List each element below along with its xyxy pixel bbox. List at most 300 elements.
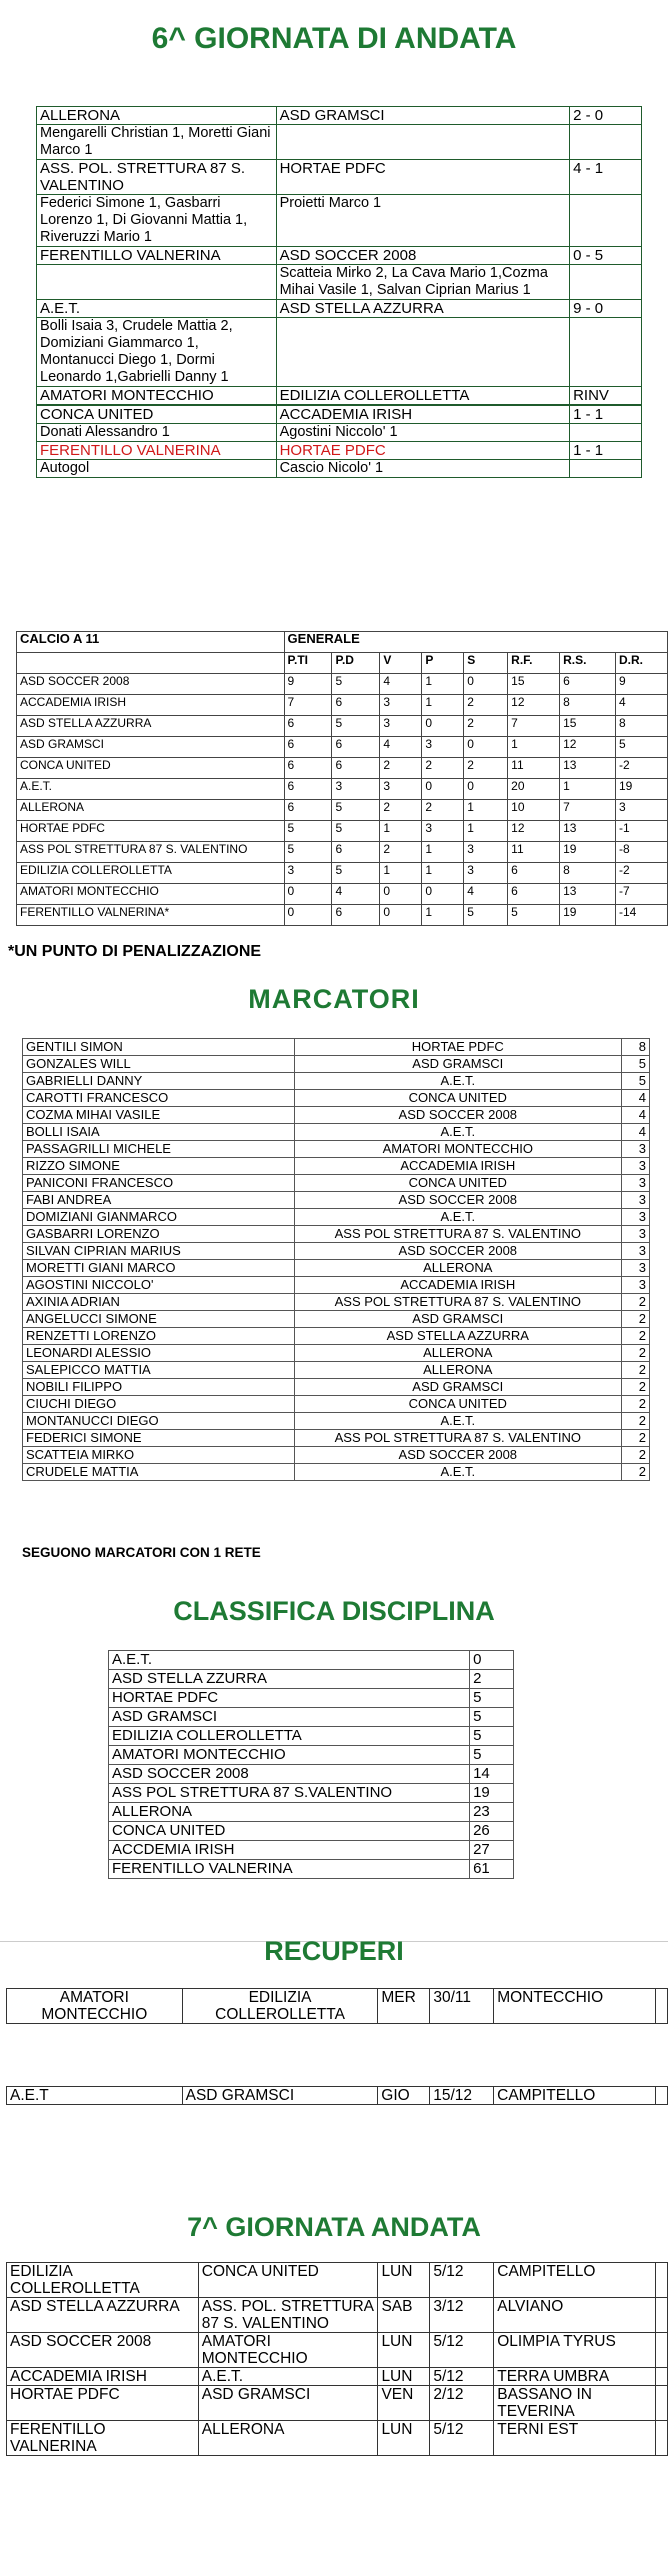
stat-value: 0 <box>422 884 464 905</box>
goals: 2 <box>622 1345 650 1362</box>
weekday: LUN <box>378 2263 430 2298</box>
stat-value: 1 <box>508 737 560 758</box>
blank-cell <box>655 2386 667 2421</box>
weekday: VEN <box>378 2386 430 2421</box>
scorer-row <box>23 1124 650 1141</box>
schedule-row <box>7 2368 668 2386</box>
away-team: ASD STELLA AZZURRA <box>276 300 569 318</box>
scorers-row <box>37 460 642 478</box>
discipline-points: 27 <box>470 1841 514 1860</box>
scorer-row <box>23 1175 650 1192</box>
stat-value: 1 <box>422 674 464 695</box>
away-scorers: Scatteia Mirko 2, La Cava Mario 1,Cozma Mihai Vasile 1, Salvan Ciprian Marius 1 <box>276 265 569 300</box>
scorer-row <box>23 1311 650 1328</box>
away-scorers: Proietti Marco 1 <box>276 195 569 247</box>
discipline-row <box>109 1746 514 1765</box>
stat-value: 8 <box>616 716 668 737</box>
team-name: HORTAE PDFC <box>17 821 285 842</box>
discipline-row <box>109 1822 514 1841</box>
goals: 3 <box>622 1226 650 1243</box>
player-team: A.E.T. <box>294 1124 621 1141</box>
penalty-note: *UN PUNTO DI PENALIZZAZIONE <box>8 943 262 960</box>
discipline-row <box>109 1765 514 1784</box>
player-team: A.E.T. <box>294 1464 621 1481</box>
scorer-row <box>23 1209 650 1226</box>
standings-header: P <box>422 653 464 674</box>
recuperi-table-1 <box>6 1988 668 2024</box>
discipline-row <box>109 1689 514 1708</box>
scorer-row <box>23 1226 650 1243</box>
scorer-row <box>23 1107 650 1124</box>
goals: 2 <box>622 1294 650 1311</box>
stat-value: 7 <box>508 716 560 737</box>
goals: 2 <box>622 1447 650 1464</box>
standings-header: D.R. <box>616 653 668 674</box>
team-name: AMATORI MONTECCHIO <box>17 884 285 905</box>
stat-value: 2 <box>464 716 508 737</box>
scorer-row <box>23 1158 650 1175</box>
stat-value: 6 <box>332 758 380 779</box>
home-team: FERENTILLO VALNERINA <box>7 2421 199 2456</box>
discipline-points: 2 <box>470 1670 514 1689</box>
stat-value: 1 <box>422 863 464 884</box>
standings-row <box>17 695 668 716</box>
player-name: GENTILI SIMON <box>23 1039 295 1056</box>
page-title: 6^ GIORNATA DI ANDATA <box>151 22 517 55</box>
stat-value: 0 <box>380 905 422 926</box>
away-team: AMATORI MONTECCHIO <box>198 2333 378 2368</box>
away-scorers: Cascio Nicolo' 1 <box>276 460 569 478</box>
stat-value: 5 <box>332 716 380 737</box>
scorer-row <box>23 1345 650 1362</box>
home-team: ASD STELLA AZZURRA <box>7 2298 199 2333</box>
discipline-points: 61 <box>470 1860 514 1879</box>
result-row <box>37 387 642 405</box>
stat-value: 6 <box>508 863 560 884</box>
player-team: ASD SOCCER 2008 <box>294 1447 621 1464</box>
venue: OLIMPIA TYRUS <box>494 2333 656 2368</box>
weekday: LUN <box>378 2421 430 2456</box>
player-team: CONCA UNITED <box>294 1396 621 1413</box>
home-team: CONCA UNITED <box>37 406 277 424</box>
player-team: AMATORI MONTECCHIO <box>294 1141 621 1158</box>
player-team: ACCADEMIA IRISH <box>294 1277 621 1294</box>
player-team: ASS POL STRETTURA 87 S. VALENTINO <box>294 1294 621 1311</box>
away-team: ALLERONA <box>198 2421 378 2456</box>
stat-value: 1 <box>380 863 422 884</box>
goals: 5 <box>622 1056 650 1073</box>
player-name: GONZALES WILL <box>23 1056 295 1073</box>
home-team: EDILIZIA COLLEROLLETTA <box>7 2263 199 2298</box>
standings-row <box>17 821 668 842</box>
stat-value: 6 <box>284 779 332 800</box>
stat-value: -2 <box>616 863 668 884</box>
discipline-row <box>109 1803 514 1822</box>
stat-value: 0 <box>422 716 464 737</box>
discipline-points: 19 <box>470 1784 514 1803</box>
stat-value: 7 <box>560 800 616 821</box>
match-score: 4 - 1 <box>570 160 642 195</box>
home-scorers: Donati Alessandro 1 <box>37 424 277 442</box>
stat-value: 2 <box>464 758 508 779</box>
player-name: PANICONI FRANCESCO <box>23 1175 295 1192</box>
stat-value: 1 <box>380 821 422 842</box>
standings-row <box>17 842 668 863</box>
player-name: RENZETTI LORENZO <box>23 1328 295 1345</box>
away-team: ASD GRAMSCI <box>182 2087 378 2105</box>
goals: 8 <box>622 1039 650 1056</box>
standings-table <box>16 631 668 926</box>
team-name: ASD STELLA ZZURRA <box>109 1670 470 1689</box>
player-team: ASS POL STRETTURA 87 S. VALENTINO <box>294 1430 621 1447</box>
venue: MONTECCHIO <box>494 1989 656 2024</box>
team-name: FERENTILLO VALNERINA* <box>17 905 285 926</box>
team-name: ASD STELLA AZZURRA <box>17 716 285 737</box>
standings-header: S <box>464 653 508 674</box>
result-row <box>37 406 642 424</box>
recuperi-table-2 <box>6 2086 668 2105</box>
date: 2/12 <box>430 2386 494 2421</box>
blank-cell <box>570 265 642 300</box>
team-name: ASS POL STRETTURA 87 S. VALENTINO <box>17 842 285 863</box>
scorers-row <box>37 318 642 387</box>
stat-value: 4 <box>464 884 508 905</box>
schedule-row <box>7 2386 668 2421</box>
stat-value: 3 <box>380 695 422 716</box>
stat-value: 4 <box>616 695 668 716</box>
weekday: LUN <box>378 2333 430 2368</box>
discipline-points: 5 <box>470 1689 514 1708</box>
team-name: EDILIZIA COLLEROLLETTA <box>17 863 285 884</box>
away-team: ASD GRAMSCI <box>276 107 569 125</box>
blank-cell <box>655 2298 667 2333</box>
stat-value: 13 <box>560 884 616 905</box>
stat-value: 5 <box>284 821 332 842</box>
date: 5/12 <box>430 2333 494 2368</box>
player-name: RIZZO SIMONE <box>23 1158 295 1175</box>
discipline-points: 5 <box>470 1727 514 1746</box>
goals: 2 <box>622 1396 650 1413</box>
standings-header-blank <box>17 653 285 674</box>
player-name: AGOSTINI NICCOLO' <box>23 1277 295 1294</box>
goals: 3 <box>622 1141 650 1158</box>
away-scorers <box>276 318 569 387</box>
match-score: 1 - 1 <box>570 406 642 424</box>
goals: 2 <box>622 1464 650 1481</box>
home-team: AMATORI MONTECCHIO <box>37 387 277 405</box>
scorer-row <box>23 1243 650 1260</box>
scorer-row <box>23 1260 650 1277</box>
stat-value: 4 <box>380 737 422 758</box>
stat-value: 19 <box>616 779 668 800</box>
stat-value: 4 <box>380 674 422 695</box>
stat-value: 2 <box>380 842 422 863</box>
result-row <box>37 107 642 125</box>
stat-value: 4 <box>332 884 380 905</box>
goals: 3 <box>622 1260 650 1277</box>
schedule-row <box>7 2298 668 2333</box>
stat-value: 6 <box>332 737 380 758</box>
player-name: CAROTTI FRANCESCO <box>23 1090 295 1107</box>
home-team: AMATORI MONTECCHIO <box>7 1989 183 2024</box>
stat-value: 6 <box>284 716 332 737</box>
result-row <box>37 442 642 460</box>
home-team: FERENTILLO VALNERINA <box>37 247 277 265</box>
home-team: A.E.T <box>7 2087 183 2105</box>
away-team: ASD GRAMSCI <box>198 2386 378 2421</box>
weekday: MER <box>378 1989 430 2024</box>
scorers-row <box>37 195 642 247</box>
home-team: ASD SOCCER 2008 <box>7 2333 199 2368</box>
blank-cell <box>570 195 642 247</box>
player-team: ASD SOCCER 2008 <box>294 1243 621 1260</box>
stat-value: 3 <box>422 821 464 842</box>
stat-value: 7 <box>284 695 332 716</box>
venue: CAMPITELLO <box>494 2263 656 2298</box>
blank-cell <box>655 2087 667 2105</box>
stat-value: 12 <box>508 821 560 842</box>
scorer-row <box>23 1362 650 1379</box>
team-name: ACCADEMIA IRISH <box>17 695 285 716</box>
weekday: LUN <box>378 2368 430 2386</box>
player-name: AXINIA ADRIAN <box>23 1294 295 1311</box>
weekday: SAB <box>378 2298 430 2333</box>
standings-header: V <box>380 653 422 674</box>
recuperi-title: RECUPERI <box>264 1936 404 1966</box>
discipline-points: 14 <box>470 1765 514 1784</box>
stat-value: 0 <box>422 779 464 800</box>
giornata7-title: 7^ GIORNATA ANDATA <box>187 2212 481 2242</box>
goals: 2 <box>622 1413 650 1430</box>
goals: 2 <box>622 1430 650 1447</box>
home-team: ASS. POL. STRETTURA 87 S. VALENTINO <box>37 160 277 195</box>
stat-value: 3 <box>616 800 668 821</box>
team-name: ALLERONA <box>17 800 285 821</box>
player-team: A.E.T. <box>294 1073 621 1090</box>
standings-row <box>17 905 668 926</box>
player-team: ALLERONA <box>294 1260 621 1277</box>
player-team: ASS POL STRETTURA 87 S. VALENTINO <box>294 1226 621 1243</box>
player-name: MONTANUCCI DIEGO <box>23 1413 295 1430</box>
goals: 4 <box>622 1090 650 1107</box>
goals: 3 <box>622 1158 650 1175</box>
player-name: SALEPICCO MATTIA <box>23 1362 295 1379</box>
scorers-row <box>37 424 642 442</box>
away-team: EDILIZIA COLLEROLLETTA <box>182 1989 378 2024</box>
scorer-row <box>23 1328 650 1345</box>
scorers-table <box>22 1038 650 1481</box>
player-team: ALLERONA <box>294 1362 621 1379</box>
scorer-row <box>23 1141 650 1158</box>
stat-value: 19 <box>560 842 616 863</box>
venue: ALVIANO <box>494 2298 656 2333</box>
stat-value: 2 <box>380 758 422 779</box>
away-team: ASS. POL. STRETTURA 87 S. VALENTINO <box>198 2298 378 2333</box>
stat-value: 6 <box>284 800 332 821</box>
stat-value: 5 <box>332 821 380 842</box>
goals: 4 <box>622 1107 650 1124</box>
weekday: GIO <box>378 2087 430 2105</box>
stat-value: 2 <box>422 800 464 821</box>
scorer-row <box>23 1039 650 1056</box>
standings-row <box>17 884 668 905</box>
discipline-points: 0 <box>470 1651 514 1670</box>
date: 3/12 <box>430 2298 494 2333</box>
goals: 3 <box>622 1243 650 1260</box>
away-team: CONCA UNITED <box>198 2263 378 2298</box>
home-team: A.E.T. <box>37 300 277 318</box>
discipline-points: 26 <box>470 1822 514 1841</box>
away-scorers <box>276 125 569 160</box>
team-name: CONCA UNITED <box>17 758 285 779</box>
scorer-row <box>23 1447 650 1464</box>
home-team: ACCADEMIA IRISH <box>7 2368 199 2386</box>
stat-value: 5 <box>332 674 380 695</box>
home-team: FERENTILLO VALNERINA <box>37 442 277 460</box>
home-scorers: Federici Simone 1, Gasbarri Lorenzo 1, Di Giovanni Mattia 1, Riveruzzi Mario 1 <box>37 195 277 247</box>
result-row <box>37 160 642 195</box>
stat-value: 5 <box>616 737 668 758</box>
player-name: DOMIZIANI GIANMARCO <box>23 1209 295 1226</box>
standings-row <box>17 758 668 779</box>
scorers-row <box>37 265 642 300</box>
blank-cell <box>655 2263 667 2298</box>
result-row <box>37 247 642 265</box>
player-name: FEDERICI SIMONE <box>23 1430 295 1447</box>
results-table <box>36 106 642 478</box>
home-scorers <box>37 265 277 300</box>
team-name: ASD SOCCER 2008 <box>17 674 285 695</box>
standings-group: GENERALE <box>284 632 667 653</box>
goals: 2 <box>622 1328 650 1345</box>
team-name: ASD SOCCER 2008 <box>109 1765 470 1784</box>
goals: 5 <box>622 1073 650 1090</box>
date: 15/12 <box>430 2087 494 2105</box>
venue: TERNI EST <box>494 2421 656 2456</box>
stat-value: 3 <box>422 737 464 758</box>
player-name: SILVAN CIPRIAN MARIUS <box>23 1243 295 1260</box>
team-name: ALLERONA <box>109 1803 470 1822</box>
discipline-title: CLASSIFICA DISCIPLINA <box>173 1596 495 1626</box>
away-team: HORTAE PDFC <box>276 160 569 195</box>
team-name: AMATORI MONTECCHIO <box>109 1746 470 1765</box>
stat-value: 0 <box>284 905 332 926</box>
stat-value: 3 <box>284 863 332 884</box>
stat-value: 1 <box>422 905 464 926</box>
standings-row <box>17 779 668 800</box>
stat-value: 6 <box>332 842 380 863</box>
scorer-row <box>23 1379 650 1396</box>
stat-value: 5 <box>284 842 332 863</box>
team-name: CONCA UNITED <box>109 1822 470 1841</box>
player-team: A.E.T. <box>294 1209 621 1226</box>
home-scorers: Mengarelli Christian 1, Moretti Giani Marco 1 <box>37 125 277 160</box>
venue: TERRA UMBRA <box>494 2368 656 2386</box>
away-team: HORTAE PDFC <box>276 442 569 460</box>
home-scorers: Autogol <box>37 460 277 478</box>
stat-value: 6 <box>332 695 380 716</box>
stat-value: 5 <box>464 905 508 926</box>
stat-value: 0 <box>464 779 508 800</box>
player-name: FABI ANDREA <box>23 1192 295 1209</box>
stat-value: 5 <box>332 800 380 821</box>
home-team: ALLERONA <box>37 107 277 125</box>
stat-value: 0 <box>464 737 508 758</box>
date: 5/12 <box>430 2421 494 2456</box>
blank-cell <box>655 2333 667 2368</box>
team-name: EDILIZIA COLLEROLLETTA <box>109 1727 470 1746</box>
date: 5/12 <box>430 2368 494 2386</box>
blank-cell <box>655 2421 667 2456</box>
standings-header: P.TI <box>284 653 332 674</box>
discipline-row <box>109 1841 514 1860</box>
blank-cell <box>655 1989 667 2024</box>
scorer-row <box>23 1192 650 1209</box>
player-name: PASSAGRILLI MICHELE <box>23 1141 295 1158</box>
team-name: A.E.T. <box>109 1651 470 1670</box>
goals: 4 <box>622 1124 650 1141</box>
goals: 2 <box>622 1379 650 1396</box>
scorer-row <box>23 1413 650 1430</box>
home-team: HORTAE PDFC <box>7 2386 199 2421</box>
blank-cell <box>570 460 642 478</box>
stat-value: 5 <box>332 863 380 884</box>
standings-header: R.F. <box>508 653 560 674</box>
player-team: ASD STELLA AZZURRA <box>294 1328 621 1345</box>
player-name: GABRIELLI DANNY <box>23 1073 295 1090</box>
blank-cell <box>570 125 642 160</box>
stat-value: 11 <box>508 842 560 863</box>
stat-value: 1 <box>422 842 464 863</box>
standings-row <box>17 863 668 884</box>
stat-value: 1 <box>464 821 508 842</box>
player-team: ACCADEMIA IRISH <box>294 1158 621 1175</box>
scorer-row <box>23 1430 650 1447</box>
stat-value: 1 <box>464 800 508 821</box>
stat-value: -14 <box>616 905 668 926</box>
stat-value: 12 <box>560 737 616 758</box>
stat-value: 6 <box>508 884 560 905</box>
standings-row <box>17 800 668 821</box>
player-name: MORETTI GIANI MARCO <box>23 1260 295 1277</box>
scorer-row <box>23 1073 650 1090</box>
stat-value: 3 <box>380 716 422 737</box>
stat-value: 6 <box>560 674 616 695</box>
scorer-row <box>23 1464 650 1481</box>
schedule-row <box>7 1989 668 2024</box>
goals: 2 <box>622 1362 650 1379</box>
player-team: CONCA UNITED <box>294 1090 621 1107</box>
stat-value: 3 <box>464 863 508 884</box>
player-name: COZMA MIHAI VASILE <box>23 1107 295 1124</box>
player-team: CONCA UNITED <box>294 1175 621 1192</box>
player-name: BOLLI ISAIA <box>23 1124 295 1141</box>
stat-value: 8 <box>560 695 616 716</box>
away-scorers: Agostini Niccolo' 1 <box>276 424 569 442</box>
player-team: ASD GRAMSCI <box>294 1379 621 1396</box>
stat-value: 15 <box>560 716 616 737</box>
team-name: ASS POL STRETTURA 87 S.VALENTINO <box>109 1784 470 1803</box>
scorers-title: MARCATORI <box>248 984 420 1014</box>
schedule-row <box>7 2421 668 2456</box>
date: 5/12 <box>430 2263 494 2298</box>
discipline-row <box>109 1708 514 1727</box>
player-name: SCATTEIA MIRKO <box>23 1447 295 1464</box>
player-team: ASD SOCCER 2008 <box>294 1192 621 1209</box>
standings-row <box>17 716 668 737</box>
blank-cell <box>655 2368 667 2386</box>
stat-value: 0 <box>380 884 422 905</box>
